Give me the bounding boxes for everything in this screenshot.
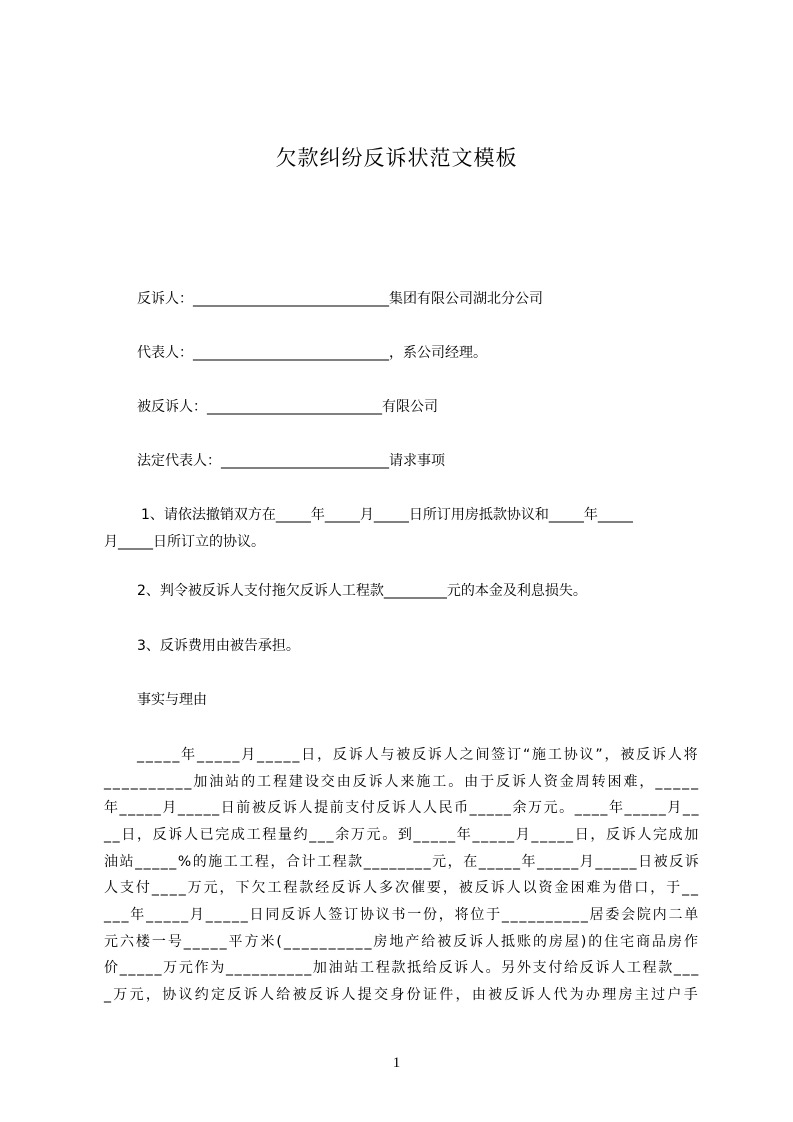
claim-2: 2、判令被反诉人支付拖欠反诉人工程款_________元的本金及利息损失。 xyxy=(137,583,587,599)
claim-3: 3、反诉费用由被告承担。 xyxy=(137,638,300,654)
counter-defendant-line: 被反诉人：_________________________有限公司 xyxy=(137,399,438,415)
facts-line: __日，反诉人已完成工程量约___余万元。到_____年_____月_____日，反诉人完成加 xyxy=(104,827,700,843)
document-title: 欠款纠纷反诉状范文模板 xyxy=(275,146,518,170)
facts-line: 人支付____万元，下欠工程款经反诉人多次催要，被反诉人以资金困难为借口，于__ xyxy=(104,880,700,896)
claim-1-line-2: 月_____日所订立的协议。 xyxy=(104,534,265,550)
representative-line: 代表人：____________________________，系公司经理。 xyxy=(137,345,487,361)
facts-line: 油站_____%的施工工程，合计工程款________元，在_____年_____月_____日被反诉 xyxy=(104,854,701,870)
facts-line: 年_____月_____日前被反诉人提前支付反诉人人民币_____余万元。____年_____月__ xyxy=(104,800,700,816)
section-heading-facts: 事实与理由 xyxy=(137,692,207,708)
counter-plaintiff-line: 反诉人：____________________________集团有限公司湖北分公司 xyxy=(137,291,543,307)
legal-representative-line: 法定代表人：________________________请求事项 xyxy=(137,453,445,469)
claim-1-line-1: 1、请依法撤销双方在_____年_____月_____日所订用房抵款协议和_____年_____ xyxy=(141,507,633,523)
facts-line: ___年_____月_____日同反诉人签订协议书一份，将位于__________居委会院内二单 xyxy=(104,907,700,923)
facts-line: _万元，协议约定反诉人给被反诉人提交身份证件，由被反诉人代为办理房主过户手 xyxy=(104,987,700,1003)
facts-line: 价_____万元作为__________加油站工程款抵给反诉人。另外支付给反诉人工程款___ xyxy=(104,960,700,976)
facts-line: 元六楼一号_____平方米(__________房地产给被反诉人抵账的房屋)的住宅商品房作 xyxy=(104,934,700,950)
page-number: 1 xyxy=(392,1055,401,1071)
facts-line: _____年_____月_____日，反诉人与被反诉人之间签订“施工协议”，被反诉人将 xyxy=(137,747,700,763)
facts-line: __________加油站的工程建设交由反诉人来施工。由于反诉人资金周转困难，_____ xyxy=(104,774,700,790)
